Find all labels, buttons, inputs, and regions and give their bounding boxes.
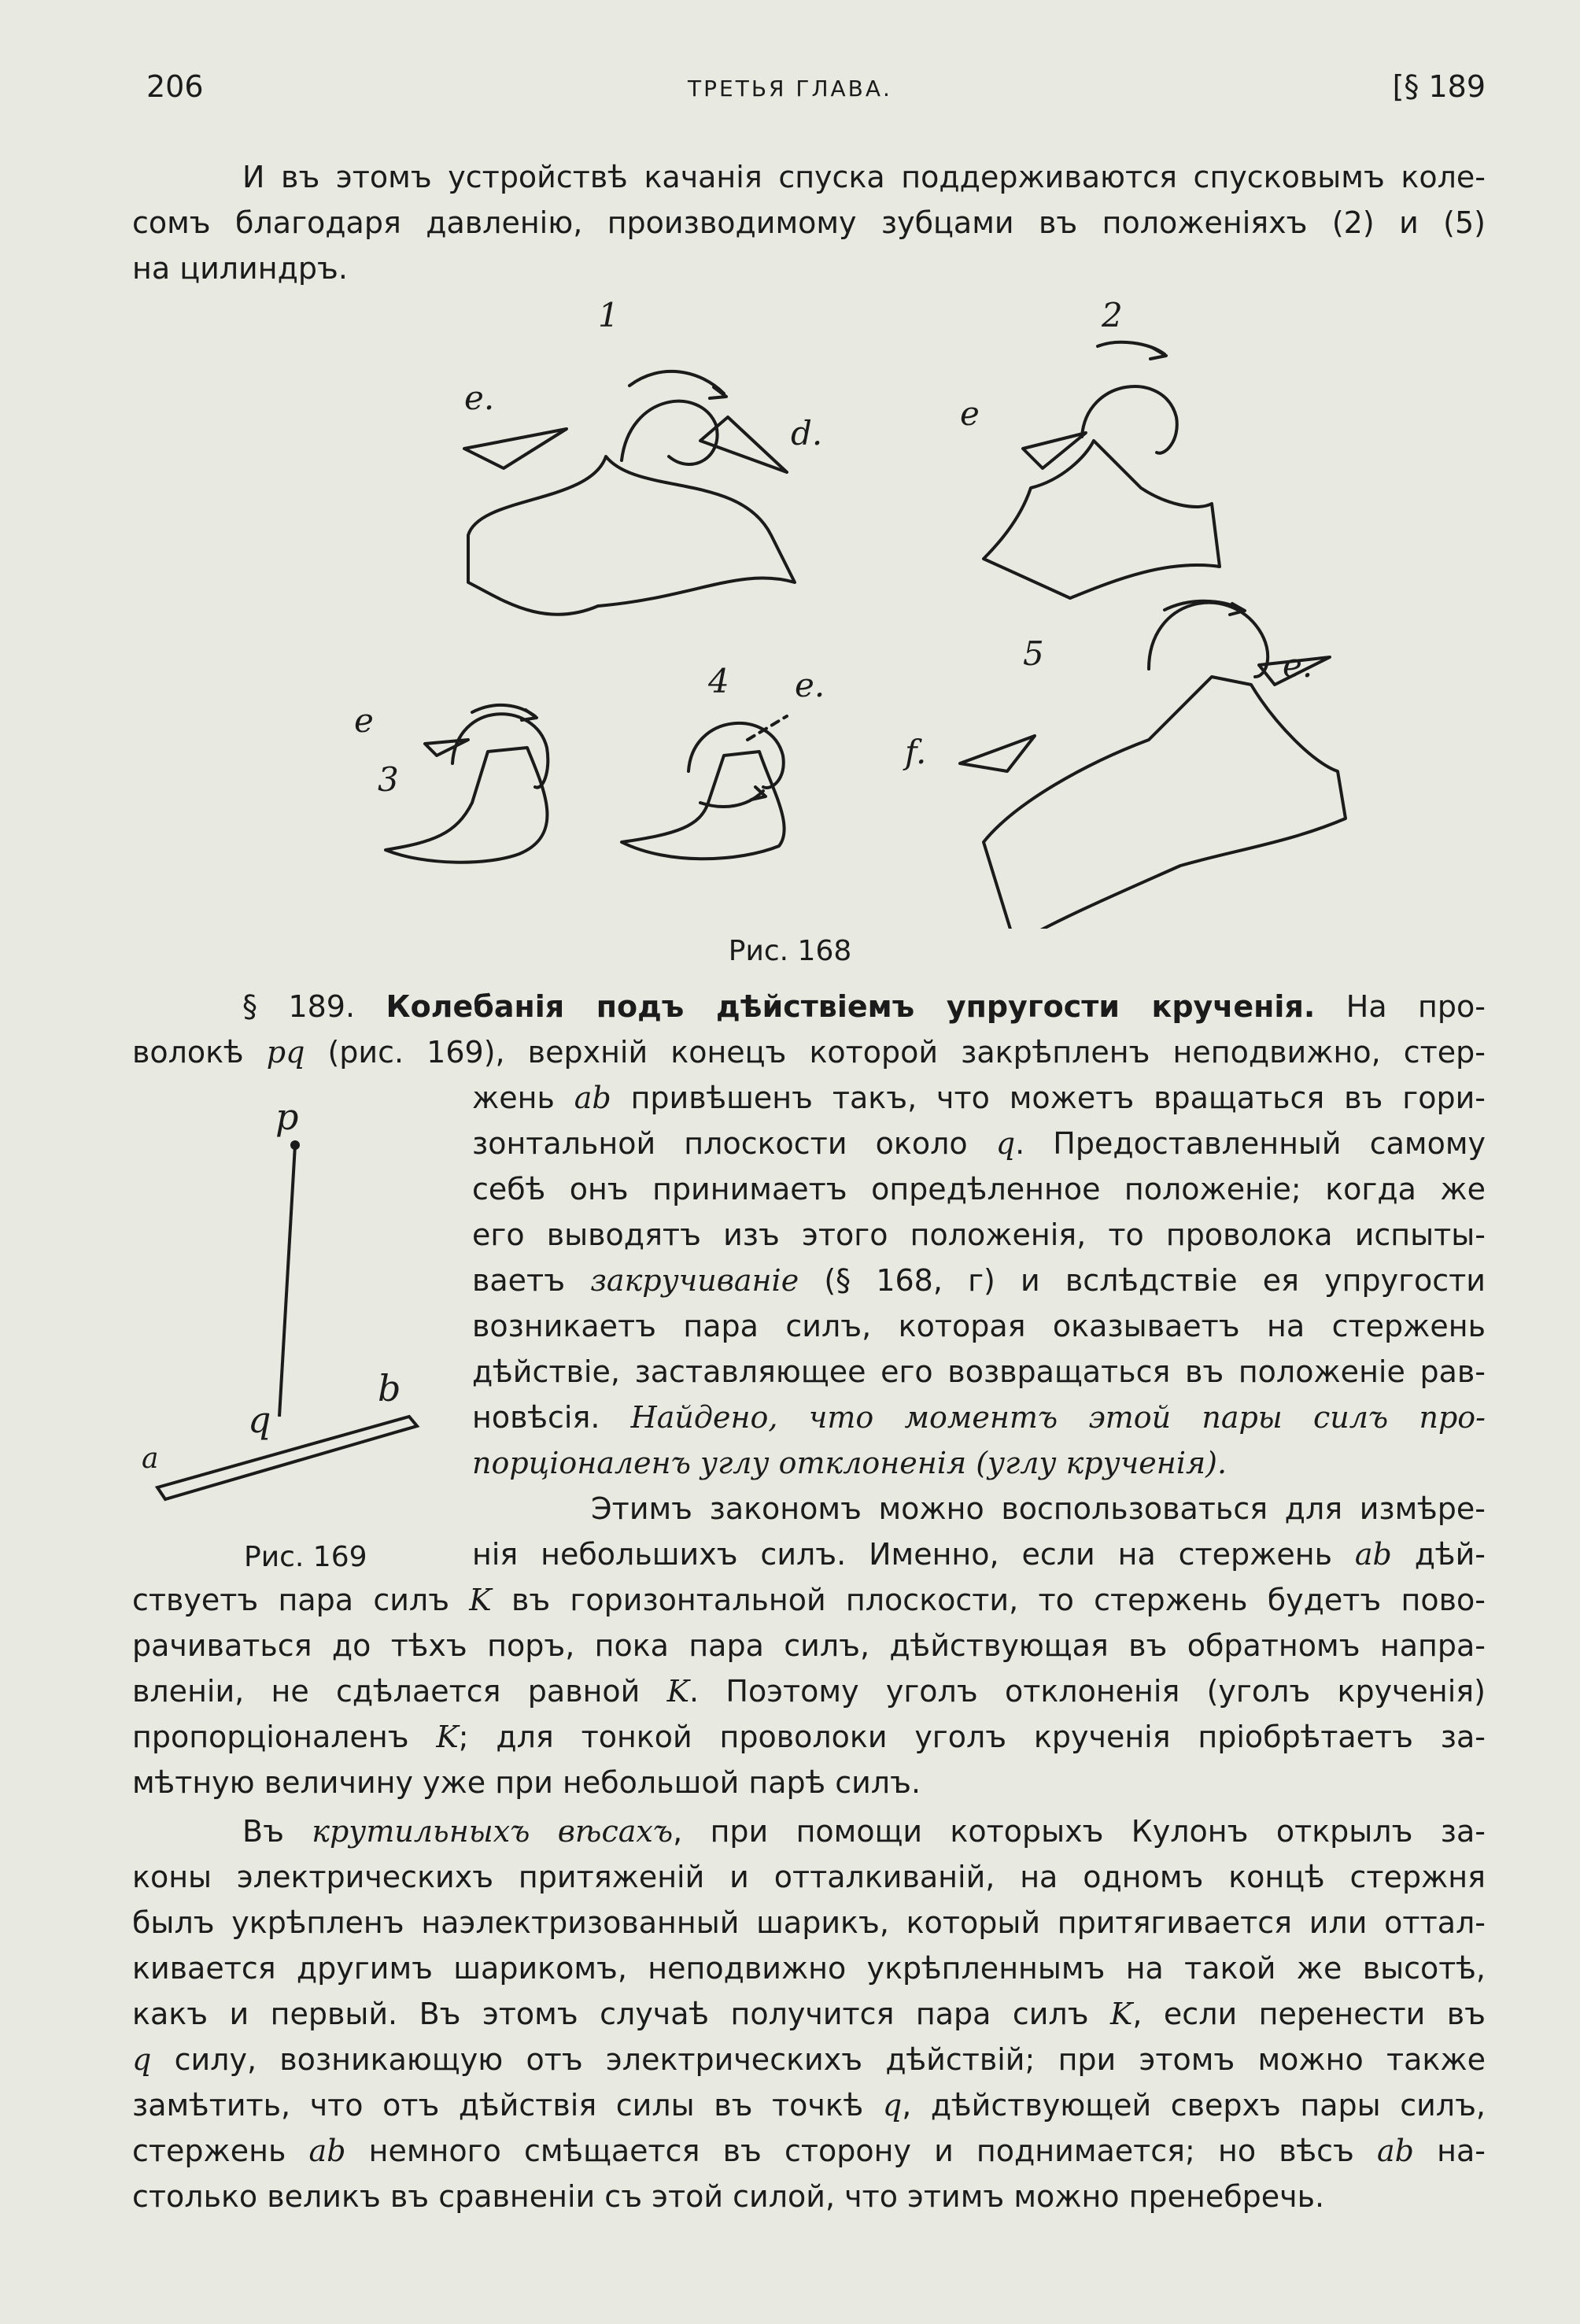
- italic-fragment: порціоналенъ углу отклоненія (углу крученія).: [472, 1446, 1227, 1480]
- tooth-f-5: [960, 736, 1035, 771]
- text-fragment: вленіи, не сдѣлается равной: [132, 1674, 667, 1709]
- label-1: 1: [598, 299, 619, 334]
- text-fragment: силу, возникающую отъ электрическихъ дѣйствій; при этомъ можно также: [151, 2042, 1486, 2077]
- label-b: b: [378, 1367, 401, 1410]
- text-line: [472, 1075, 1486, 1121]
- text-fragment: ваетъ: [472, 1263, 591, 1298]
- text-line: [132, 1809, 1486, 1854]
- arrowhead-2: [1150, 348, 1166, 359]
- text-line: столько великъ въ сравненіи съ этой силой, что этимъ можно пренебречь.: [132, 2179, 1325, 2214]
- text-fragment: какъ и первый. Въ этомъ случаѣ получится пара силъ: [132, 1997, 1111, 2031]
- torsion-balance-paragraph: [132, 1809, 1486, 2219]
- text-line: [472, 1395, 1486, 1440]
- text-fragment: , если перенести въ: [1132, 1997, 1486, 2031]
- text-line: былъ укрѣпленъ наэлектризованный шарикъ, который притягивается или оттал-: [132, 1905, 1486, 1940]
- escape-wheel-5: [984, 677, 1346, 929]
- label-e-3: e: [354, 701, 374, 740]
- text-line: [132, 2128, 1486, 2174]
- text-line: [132, 1714, 1486, 1760]
- cylinder-ring-1: [622, 401, 718, 464]
- math-fragment: K: [469, 1583, 492, 1617]
- text-fragment: волокѣ: [132, 1035, 244, 1070]
- text-line: [472, 1121, 1486, 1166]
- label-a: a: [142, 1443, 159, 1475]
- label-d: d.: [791, 414, 823, 453]
- escapement-position-1: [464, 371, 795, 615]
- text-line: возникаетъ пара силъ, которая оказываетъ на стержень: [472, 1309, 1486, 1343]
- math-pq: pq: [266, 1035, 305, 1070]
- label-4: 4: [708, 662, 729, 700]
- text-line: [132, 984, 1486, 1029]
- section-189-wrapped-text: [472, 1075, 1486, 1577]
- text-line: на цилиндръ.: [132, 251, 348, 286]
- text-line: сомъ благодаря давленію, производимому зубцами въ положеніяхъ (2) и (5): [132, 205, 1486, 240]
- text-fragment: , дѣйствующей сверхъ пары силъ,: [902, 2088, 1486, 2123]
- math-fragment: K: [1110, 1997, 1133, 2031]
- math-fragment: q: [132, 2042, 152, 2077]
- text-line: мѣтную величину уже при небольшой парѣ силъ.: [132, 1765, 921, 1800]
- text-line: [132, 2082, 1486, 2128]
- text-line: коны электрическихъ притяженій и отталкиваній, на одномъ концѣ стержня: [132, 1860, 1486, 1894]
- text-fragment: зонтальной плоскости около: [472, 1126, 996, 1161]
- text-fragment: нія небольшихъ силъ. Именно, если на стержень: [472, 1537, 1355, 1572]
- label-2: 2: [1102, 299, 1123, 334]
- math-fragment: q: [995, 1126, 1016, 1161]
- text-fragment: , при помощи которыхъ Кулонъ открылъ за-: [673, 1814, 1486, 1849]
- escapement-position-2: [984, 342, 1220, 598]
- math-fragment: ab: [308, 2134, 346, 2168]
- text-fragment: (рис. 169), верхній конецъ которой закрѣпленъ неподвижно, стер-: [327, 1035, 1486, 1070]
- cylinder-ring-5: [1149, 603, 1268, 677]
- text-fragment: стержень: [132, 2134, 309, 2168]
- text-line: [132, 1668, 1486, 1714]
- suspension-point-p: [290, 1140, 300, 1150]
- cylinder-body-3: [386, 748, 547, 863]
- math-fragment: ab: [1354, 1537, 1392, 1572]
- cylinder-body-1: [468, 456, 795, 615]
- text-line: себѣ онъ принимаетъ опредѣленное положеніе; когда же: [472, 1172, 1486, 1206]
- label-3: 3: [378, 760, 399, 799]
- math-fragment: K: [666, 1674, 690, 1709]
- text-line: [132, 1577, 1486, 1623]
- section-189-continuation: [132, 1577, 1486, 1805]
- running-title: ТРЕТЬЯ ГЛАВА.: [688, 76, 892, 102]
- label-p: p: [275, 1102, 299, 1138]
- intro-paragraph: [132, 154, 1486, 291]
- text-fragment: въ горизонтальной плоскости, то стержень будетъ пово-: [491, 1583, 1486, 1617]
- text-fragment: . Поэтому уголъ отклоненія (уголъ крученія): [689, 1674, 1486, 1709]
- text-line: кивается другимъ шарикомъ, неподвижно укрѣпленнымъ на такой же высотѣ,: [132, 1951, 1486, 1986]
- tooth-d-1: [700, 417, 787, 472]
- rotation-arrow-1: [629, 371, 724, 393]
- text-line: [472, 1531, 1486, 1577]
- label-q: q: [248, 1398, 271, 1441]
- text-line: И въ этомъ устройствѣ качанія спуска поддерживаются спусковымъ коле-: [242, 160, 1486, 194]
- text-fragment: Въ: [242, 1814, 312, 1849]
- math-fragment: K: [436, 1720, 459, 1754]
- text-line: его выводятъ изъ этого положенія, то проволока испыты-: [472, 1217, 1486, 1252]
- cylinder-body-2: [984, 441, 1220, 598]
- math-fragment: q: [882, 2088, 903, 2123]
- text-fragment: замѣтить, что отъ дѣйствія силы въ точкѣ: [132, 2088, 883, 2123]
- running-section: [§ 189: [1392, 69, 1486, 104]
- section-number: § 189.: [242, 989, 356, 1024]
- escapement-position-3: [386, 705, 548, 863]
- text-fragment: немного смѣщается въ сторону и поднимается; но вѣсъ: [345, 2134, 1378, 2168]
- text-fragment: ствуетъ пара силъ: [132, 1583, 470, 1617]
- text-line: дѣйствіе, заставляющее его возвращаться въ положеніе рав-: [472, 1354, 1486, 1389]
- text-fragment: дѣй-: [1391, 1537, 1486, 1572]
- text-fragment: На про-: [1346, 989, 1486, 1024]
- tooth-e-3: [425, 740, 468, 756]
- label-f: f.: [905, 733, 927, 771]
- text-line: [132, 1991, 1486, 2037]
- italic-fragment: крутильныхъ вѣсахъ: [312, 1814, 674, 1849]
- text-fragment: . Предоставленный самому: [1015, 1126, 1486, 1161]
- tooth-e-1: [464, 429, 567, 468]
- text-fragment: привѣшенъ такъ, что можетъ вращаться въ гори-: [611, 1081, 1486, 1115]
- italic-fragment: Найдено, что моментъ этой пары силъ про-: [630, 1400, 1486, 1435]
- section-title: Колебанія подъ дѣйствіемъ упругости крученія.: [386, 989, 1316, 1024]
- text-fragment: пропорціоналенъ: [132, 1720, 437, 1754]
- label-5: 5: [1023, 634, 1044, 673]
- label-e-5: e.: [1283, 646, 1313, 685]
- label-e-4: e.: [795, 666, 825, 704]
- text-fragment: новѣсія.: [472, 1400, 631, 1435]
- label-e-2: e: [960, 394, 980, 433]
- text-line: [472, 1258, 1486, 1303]
- text-line: [472, 1440, 1486, 1486]
- page-number: 206: [146, 69, 204, 104]
- figure-169-torsion-wire: [126, 1102, 441, 1543]
- section-189-heading-lines: [132, 984, 1486, 1075]
- figure-168-escapement-positions: [330, 299, 1353, 929]
- italic-fragment: закручиваніе: [590, 1263, 799, 1298]
- text-line: Этимъ закономъ можно воспользоваться для измѣре-: [472, 1491, 1486, 1526]
- text-line: [132, 2037, 1486, 2082]
- rod-ab: [157, 1417, 417, 1499]
- text-fragment: на-: [1414, 2134, 1486, 2168]
- escapement-position-4: [622, 716, 787, 859]
- text-line: рачиваться до тѣхъ поръ, пока пара силъ, дѣйствующая въ обратномъ напра-: [132, 1628, 1486, 1663]
- text-fragment: ; для тонкой проволоки уголъ крученія пріобрѣтаетъ за-: [458, 1720, 1486, 1754]
- text-fragment: жень: [472, 1081, 574, 1115]
- text-fragment: (§ 168, г) и вслѣдствіе ея упругости: [799, 1263, 1486, 1298]
- math-fragment: ab: [574, 1081, 611, 1115]
- text-line: [132, 1029, 1486, 1075]
- figure-168-caption: Рис. 168: [728, 935, 852, 967]
- math-fragment: ab: [1377, 2134, 1415, 2168]
- figure-169-caption: Рис. 169: [244, 1541, 367, 1573]
- wire-pq: [279, 1145, 295, 1417]
- label-e-1: e.: [464, 379, 495, 417]
- dashed-leader-4: [748, 716, 787, 740]
